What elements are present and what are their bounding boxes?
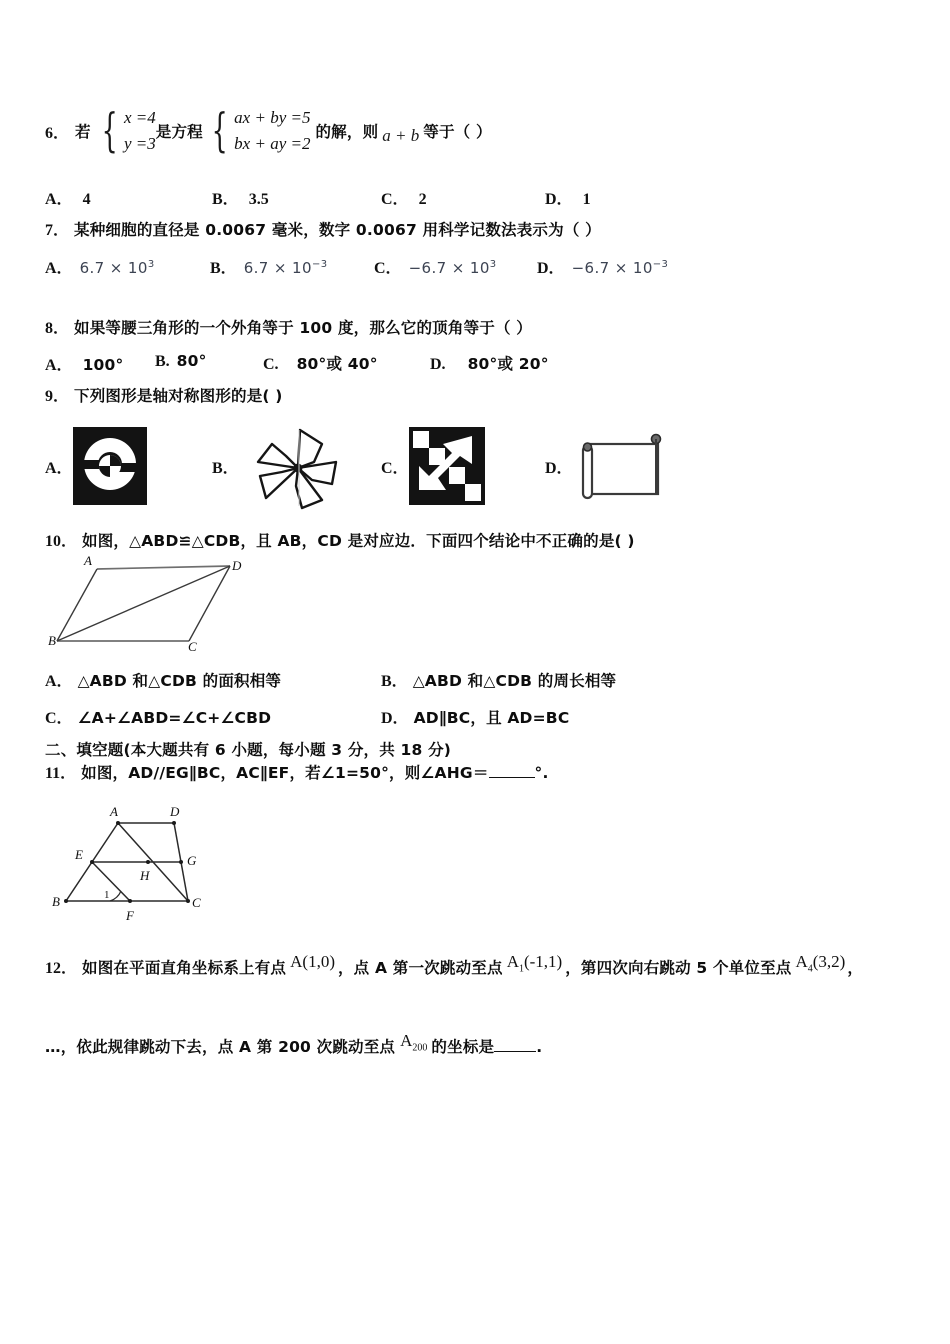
- q10-option-c-letter: C．: [45, 710, 73, 727]
- q9-number: 9．: [45, 388, 70, 405]
- q6-option-a-text: 4: [82, 191, 91, 208]
- q6-option-d[interactable]: [545, 186, 591, 209]
- q10-option-c-text: ∠A+∠ABD=∠C+∠CBD: [77, 709, 272, 727]
- q8-option-b-text: 80°: [176, 352, 207, 370]
- q10-option-b-text: △ABD 和△CDB 的周长相等: [412, 672, 617, 690]
- q6-sys1-line1: x =4: [124, 108, 156, 127]
- q7-option-b-value: $6.7 \times 10^{-3}$: [243, 259, 328, 277]
- question-9: [45, 383, 283, 406]
- q8-option-d[interactable]: [430, 352, 549, 374]
- q6-option-c-text: 2: [418, 191, 427, 208]
- q12-line1-part4: ，: [847, 959, 864, 977]
- question-8: [45, 315, 532, 338]
- q6-expression: a + b: [382, 126, 420, 145]
- q11-label-a: A: [110, 804, 118, 819]
- q8-option-c-letter: C.: [263, 356, 279, 373]
- q9-option-d-letter-wrap[interactable]: [545, 455, 573, 478]
- q10-option-b[interactable]: [381, 668, 616, 691]
- q6-option-c[interactable]: [381, 186, 427, 209]
- q8-option-b[interactable]: [155, 352, 207, 371]
- q6-sys2-line2: bx + ay =2: [234, 134, 311, 153]
- q12-line2-part3: .: [536, 1038, 543, 1056]
- section-2-heading-text: 二、填空题(本大题共有 6 小题，每小题 3 分，共 18 分): [45, 741, 452, 759]
- q7-option-d-letter: D．: [537, 260, 565, 277]
- q12-line2-part1: …，依此规律跳动下去，点 A 第 200 次跳动至点: [45, 1038, 396, 1056]
- q10-text: 如图，△ABD≌△CDB，且 AB，CD 是对应边．下面四个结论中不正确的是( ): [82, 532, 635, 550]
- q12-line1-part1: 如图在平面直角坐标系上有点: [82, 959, 287, 977]
- q10-option-d-text: AD∥BC，且 AD=BC: [413, 709, 570, 727]
- section-2-heading: [45, 738, 451, 760]
- q10-option-a[interactable]: [45, 668, 281, 691]
- q7-option-d-value: $-6.7 \times 10^{-3}$: [571, 259, 669, 277]
- q6-number: 6．: [45, 124, 70, 142]
- q6-option-c-letter: C．: [381, 191, 409, 208]
- q6-connector: 是方程: [155, 123, 203, 141]
- q8-option-d-letter: D.: [430, 356, 446, 373]
- q11-label-g: G: [187, 853, 197, 868]
- q10-label-a: A: [84, 553, 92, 568]
- q9-option-c-letter-wrap[interactable]: [381, 455, 409, 478]
- q8-option-c-text: 80°或 40°: [296, 355, 378, 373]
- q12-number: 12．: [45, 960, 78, 977]
- q10-option-b-letter: B．: [381, 673, 408, 690]
- q11-label-b: B: [52, 894, 60, 909]
- black-square-white-double-arrow-icon: [408, 426, 486, 506]
- q10-figure: [48, 552, 288, 652]
- q9-option-c-letter: C．: [381, 460, 409, 477]
- q11-label-e: E: [75, 847, 83, 862]
- q12-line1-part3: ，第四次向右跳动 5 个单位至点: [565, 959, 792, 977]
- q10-number: 10．: [45, 533, 78, 550]
- q7-option-b[interactable]: [210, 255, 327, 278]
- left-brace-icon: {: [101, 103, 118, 158]
- q7-number: 7．: [45, 222, 70, 239]
- q10-option-a-letter: A．: [45, 673, 73, 690]
- q6-option-d-letter: D．: [545, 191, 573, 208]
- q6-tail-post: 等于（ ）: [423, 123, 492, 141]
- q6-option-b-text: 3.5: [248, 191, 269, 208]
- q6-system-1: [95, 105, 156, 157]
- q9-text: 下列图形是轴对称图形的是( ): [74, 387, 283, 405]
- pinwheel-five-blades-icon: [252, 422, 344, 514]
- q10-option-d-letter: D．: [381, 710, 409, 727]
- black-square-white-spiral-icon: [72, 426, 148, 506]
- q12-point-a4: $A_4(3,2)$: [795, 952, 846, 975]
- q9-option-d-figure: [578, 430, 668, 508]
- q10-label-d: D: [232, 558, 242, 573]
- q9-option-a-letter: A．: [45, 460, 73, 477]
- q6-option-d-text: 1: [582, 191, 591, 208]
- q6-lead: 若: [75, 123, 91, 141]
- q6-option-a[interactable]: [45, 186, 91, 209]
- q9-option-b-figure: [252, 422, 344, 514]
- q7-option-a-letter: A．: [45, 260, 73, 277]
- q12-line1-part2: ，点 A 第一次跳动至点: [337, 959, 503, 977]
- q8-option-c[interactable]: [263, 352, 378, 374]
- left-brace-icon-2: {: [211, 103, 228, 158]
- q6-option-a-letter: A．: [45, 191, 73, 208]
- q10-option-a-text: △ABD 和△CDB 的面积相等: [77, 672, 282, 690]
- q8-number: 8．: [45, 320, 70, 337]
- q9-option-d-letter: D．: [545, 460, 573, 477]
- q11-text-b: °.: [534, 764, 549, 782]
- q9-option-b-letter: B．: [212, 460, 239, 477]
- q8-option-b-letter: B.: [155, 353, 170, 370]
- q6-system-2: [205, 105, 311, 157]
- q6-sys1-line2: y =3: [124, 134, 156, 153]
- q11-label-angle-1: 1: [104, 889, 110, 901]
- q7-option-d[interactable]: [537, 255, 668, 278]
- scroll-banner-icon: [578, 430, 668, 508]
- q9-option-c-figure: [408, 426, 486, 506]
- q6-sys2-line1: ax + by =5: [234, 108, 311, 127]
- q11-label-f: F: [126, 908, 134, 923]
- q6-option-b-letter: B．: [212, 191, 239, 208]
- q8-option-a-letter: A．: [45, 357, 73, 374]
- q9-option-a-letter-wrap[interactable]: [45, 455, 73, 478]
- question-12-line-2: [45, 1031, 543, 1059]
- q6-option-b[interactable]: [212, 186, 269, 209]
- q11-answer-blank[interactable]: [489, 765, 535, 778]
- q12-point-a1: $A_1(-1,1)$: [506, 952, 563, 975]
- q12-point-a: A(1,0): [290, 952, 335, 971]
- q8-option-a-text: 100°: [82, 356, 124, 374]
- question-7: [45, 217, 601, 240]
- q7-option-a[interactable]: [45, 255, 155, 278]
- question-11: [45, 760, 549, 783]
- q10-option-d[interactable]: [381, 705, 569, 728]
- q11-label-h: H: [140, 868, 150, 883]
- q10-label-b: B: [48, 633, 56, 648]
- parallelogram-abcd-with-diagonal-bd-figure: [48, 552, 288, 652]
- q11-label-c: C: [192, 895, 201, 910]
- question-10: [45, 528, 635, 551]
- q10-option-c[interactable]: [45, 705, 271, 728]
- q11-text-a: 如图，AD//EG∥BC，AC∥EF，若∠1=50°，则∠AHG＝: [81, 764, 489, 782]
- q8-text: 如果等腰三角形的一个外角等于 100 度，那么它的顶角等于（ ）: [74, 319, 532, 337]
- trapezoid-with-parallel-lines-figure: [48, 795, 248, 930]
- q7-option-c-letter: C．: [374, 260, 402, 277]
- q7-option-c-value: $-6.7 \times 10^3$: [408, 259, 497, 277]
- q12-line2-part2: 的坐标是: [431, 1038, 495, 1056]
- q9-option-b-letter-wrap[interactable]: [212, 455, 239, 478]
- q11-figure: [48, 795, 248, 930]
- question-6: [45, 105, 492, 157]
- q6-tail-pre: 的解，则: [315, 123, 379, 141]
- q10-label-c: C: [188, 639, 197, 652]
- q7-option-c[interactable]: [374, 255, 497, 278]
- q7-text: 某种细胞的直径是 0.0067 毫米，数字 0.0067 用科学记数法表示为（ ）: [74, 221, 601, 239]
- q8-option-d-text: 80°或 20°: [467, 355, 549, 373]
- q7-option-a-value: $6.7 \times 10^3$: [79, 259, 155, 277]
- q9-option-a-figure: [72, 426, 148, 506]
- q12-point-a200: $A_{200}$: [400, 1031, 428, 1054]
- q11-number: 11．: [45, 765, 77, 782]
- q11-label-d: D: [170, 804, 180, 819]
- q8-option-a[interactable]: [45, 352, 123, 375]
- question-12-line-1: [45, 952, 864, 980]
- q7-option-b-letter: B．: [210, 260, 237, 277]
- q12-answer-blank[interactable]: [494, 1039, 536, 1052]
